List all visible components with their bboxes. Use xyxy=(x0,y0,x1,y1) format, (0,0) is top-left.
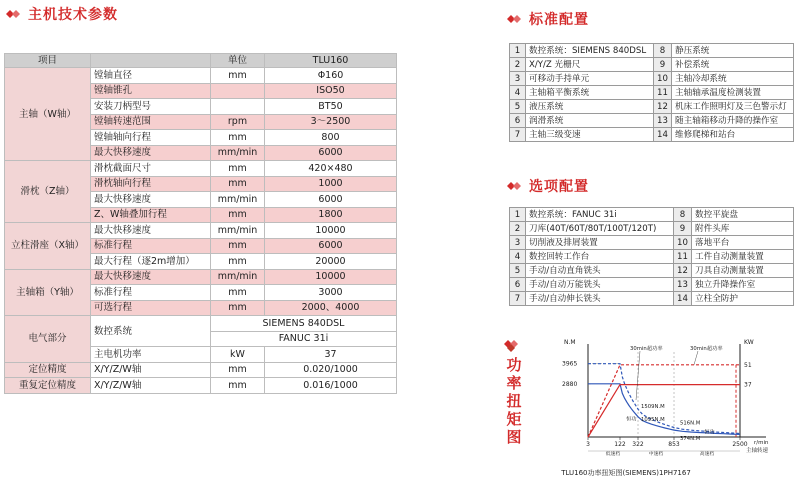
standard-title: 标准配置 xyxy=(529,12,589,28)
x-tick-label: 3 xyxy=(586,441,590,448)
config-item: 独立升降操作室 xyxy=(692,278,794,292)
spec-param-value: ISO50 xyxy=(265,83,397,99)
spec-param-value: BT50 xyxy=(265,99,397,115)
config-number: 3 xyxy=(510,72,526,86)
y-right-label: KW xyxy=(744,339,754,346)
config-number: 2 xyxy=(510,222,526,236)
config-item: 手动/自动直角铣头 xyxy=(526,264,674,278)
config-item: 主轴轴承温度检测装置 xyxy=(672,86,794,100)
spec-param-unit: mm xyxy=(211,238,265,254)
config-item: 数控系统：FANUC 31i xyxy=(526,208,674,222)
diamond-logo-icon xyxy=(503,340,523,354)
optional-config-table xyxy=(509,207,794,306)
spec-row xyxy=(5,269,397,285)
spec-param-value: 3～2500 xyxy=(265,114,397,130)
y-tick-label: 2880 xyxy=(562,380,578,388)
spec-param-name: 可选行程 xyxy=(91,300,211,316)
spec-param-unit: mm xyxy=(211,176,265,192)
config-item: 液压系统 xyxy=(526,100,654,114)
spec-param-name: 镗轴轴向行程 xyxy=(91,130,211,146)
spec-group-label: 定位精度 xyxy=(5,362,91,378)
spec-param-value: SIEMENS 840DSL xyxy=(211,316,397,332)
config-item: 刀库(40T/60T/80T/100T/120T) xyxy=(526,222,674,236)
chart-annotation: 374N.M xyxy=(680,436,701,443)
spec-param-name: 镗轴转速范围 xyxy=(91,114,211,130)
torque-power-chart xyxy=(540,332,798,482)
config-number: 5 xyxy=(510,264,526,278)
config-item: 数控回转工作台 xyxy=(526,250,674,264)
spec-param-value: 2000、4000 xyxy=(265,300,397,316)
spec-param-name: 最大快移速度 xyxy=(91,269,211,285)
config-item: 静压系统 xyxy=(672,44,794,58)
spec-param-name: 滑枕轴向行程 xyxy=(91,176,211,192)
config-number: 13 xyxy=(674,278,692,292)
config-number: 5 xyxy=(510,100,526,114)
config-row xyxy=(510,100,794,114)
spec-group-label: 重复定位精度 xyxy=(5,378,91,394)
spec-param-unit: mm xyxy=(211,300,265,316)
series-line xyxy=(588,385,740,437)
diamond-logo-icon xyxy=(505,178,525,194)
config-row xyxy=(510,236,794,250)
config-row xyxy=(510,264,794,278)
y-right-tick-label: 51 xyxy=(744,361,752,369)
spec-param-unit: rpm xyxy=(211,114,265,130)
config-number: 1 xyxy=(510,44,526,58)
x-axis-label: r/min xyxy=(754,440,769,446)
config-item: 落地平台 xyxy=(692,236,794,250)
spec-section-header xyxy=(4,4,118,24)
spec-param-name: 标准行程 xyxy=(91,238,211,254)
chart-caption: TLU160功率扭矩图(SIEMENS)1PH7167 xyxy=(561,469,691,477)
spec-param-name: 标准行程 xyxy=(91,285,211,301)
diamond-logo-icon xyxy=(505,11,525,27)
spec-param-unit: mm xyxy=(211,285,265,301)
spec-param-value: 10000 xyxy=(265,223,397,239)
optional-title: 选项配置 xyxy=(529,179,589,195)
spec-row xyxy=(5,223,397,239)
config-row xyxy=(510,208,794,222)
spec-param-unit: mm xyxy=(211,68,265,84)
chart-annotation: 30min超功率 xyxy=(630,346,663,352)
config-number: 4 xyxy=(510,250,526,264)
spec-group-label: 电气部分 xyxy=(5,316,91,363)
config-item: 数控系统：SIEMENS 840DSL xyxy=(526,44,654,58)
spec-param-name: 滑枕截面尺寸 xyxy=(91,161,211,177)
spec-param-name: 安装刀柄型号 xyxy=(91,99,211,115)
spec-param-unit: mm xyxy=(211,130,265,146)
spec-row xyxy=(5,68,397,84)
torque-side-label xyxy=(502,356,526,446)
config-item: 润滑系统 xyxy=(526,114,654,128)
spec-param-name: Z、W轴叠加行程 xyxy=(91,207,211,223)
config-number: 1 xyxy=(510,208,526,222)
config-row xyxy=(510,44,794,58)
spec-param-value: 6000 xyxy=(265,145,397,161)
config-number: 7 xyxy=(510,292,526,306)
speed-range-label: 低速档 xyxy=(605,452,621,457)
torque-label-char: 图 xyxy=(506,428,522,446)
spec-param-value: 20000 xyxy=(265,254,397,270)
spec-row xyxy=(5,316,397,332)
optional-section-header xyxy=(505,176,589,196)
spec-param-unit: mm xyxy=(211,378,265,394)
chart-annotation: 30min超功率 xyxy=(690,346,723,352)
spec-group-label: 主轴（W轴） xyxy=(5,68,91,161)
config-number: 4 xyxy=(510,86,526,100)
torque-label-char: 矩 xyxy=(506,410,522,428)
config-number: 12 xyxy=(674,264,692,278)
spec-header-row xyxy=(5,54,397,68)
y-right-tick-label: 37 xyxy=(744,381,752,389)
standard-section-header xyxy=(505,9,589,29)
spec-param-unit: mm xyxy=(211,161,265,177)
spec-param-unit: mm/min xyxy=(211,145,265,161)
config-number: 9 xyxy=(674,222,692,236)
spec-group-label: 主轴箱（Y轴） xyxy=(5,269,91,316)
spec-param-value: 0.016/1000 xyxy=(265,378,397,394)
spec-param-value: 6000 xyxy=(265,238,397,254)
config-row xyxy=(510,278,794,292)
spec-param-value: 10000 xyxy=(265,269,397,285)
config-item: 主轴冷却系统 xyxy=(672,72,794,86)
speed-range-label: 中速档 xyxy=(648,452,664,457)
config-number: 3 xyxy=(510,236,526,250)
spec-param-name: 镗轴直径 xyxy=(91,68,211,84)
config-number: 8 xyxy=(654,44,672,58)
x-tick-label: 2500 xyxy=(732,441,748,448)
config-item: 附件头库 xyxy=(692,222,794,236)
chart-annotation: 恒功 xyxy=(626,416,637,423)
spec-group-label: 滑枕（Z轴） xyxy=(5,161,91,223)
spec-param-unit: mm/min xyxy=(211,269,265,285)
header-model: TLU160 xyxy=(265,54,397,68)
annotation-leader xyxy=(694,351,698,365)
spec-title: 主机技术参数 xyxy=(28,7,118,23)
config-item: 立柱全防护 xyxy=(692,292,794,306)
chart-annotation: 1509N.M xyxy=(641,404,665,411)
torque-label-char: 率 xyxy=(506,374,522,392)
config-number: 11 xyxy=(674,250,692,264)
config-number: 11 xyxy=(654,86,672,100)
spec-row xyxy=(5,378,397,394)
spec-param-name: X/Y/Z/W轴 xyxy=(91,378,211,394)
spec-param-value: 3000 xyxy=(265,285,397,301)
spec-param-value: 6000 xyxy=(265,192,397,208)
spec-param-name: 最大快移速度 xyxy=(91,145,211,161)
config-number: 9 xyxy=(654,58,672,72)
header-unit: 单位 xyxy=(211,54,265,68)
spec-param-value: 0.020/1000 xyxy=(265,362,397,378)
spec-param-value: FANUC 31i xyxy=(211,331,397,347)
spec-param-value: 800 xyxy=(265,130,397,146)
spec-param-name: 镗轴锥孔 xyxy=(91,83,211,99)
config-number: 14 xyxy=(674,292,692,306)
config-number: 2 xyxy=(510,58,526,72)
spec-row xyxy=(5,161,397,177)
speed-range-label: 高速档 xyxy=(699,452,715,457)
y-left-label: N.M xyxy=(564,339,576,346)
spec-param-name: 数控系统 xyxy=(91,316,211,347)
spec-param-unit: mm xyxy=(211,254,265,270)
spec-param-unit: mm/min xyxy=(211,223,265,239)
config-item: 维修爬梯和站台 xyxy=(672,128,794,142)
spec-param-unit: mm xyxy=(211,362,265,378)
config-item: 手动/自动伸长铣头 xyxy=(526,292,674,306)
spec-param-unit xyxy=(211,83,265,99)
spec-param-name: 主电机功率 xyxy=(91,347,211,363)
config-number: 6 xyxy=(510,278,526,292)
spec-param-name: 最大行程（逐2m增加） xyxy=(91,254,211,270)
config-row xyxy=(510,250,794,264)
config-number: 10 xyxy=(654,72,672,86)
spec-param-value: 1800 xyxy=(265,207,397,223)
config-row xyxy=(510,72,794,86)
config-item: 刀具自动测量装置 xyxy=(692,264,794,278)
config-item: 随主轴箱移动升降的操作室 xyxy=(672,114,794,128)
config-row xyxy=(510,58,794,72)
config-number: 12 xyxy=(654,100,672,114)
config-number: 13 xyxy=(654,114,672,128)
torque-label-char: 扭 xyxy=(506,392,522,410)
x-tick-label: 122 xyxy=(614,441,626,448)
config-row xyxy=(510,222,794,236)
config-item: 工件自动测量装置 xyxy=(692,250,794,264)
spec-param-value: 37 xyxy=(265,347,397,363)
spec-param-unit xyxy=(211,99,265,115)
spec-param-unit: mm/min xyxy=(211,192,265,208)
config-item: 补偿系统 xyxy=(672,58,794,72)
config-item: 切削液及排屑装置 xyxy=(526,236,674,250)
spec-param-value: 1000 xyxy=(265,176,397,192)
config-item: 数控平旋盘 xyxy=(692,208,794,222)
x-tick-label: 853 xyxy=(668,441,680,448)
spec-param-name: X/Y/Z/W轴 xyxy=(91,362,211,378)
header-blank xyxy=(91,54,211,68)
chart-annotation: 恒功 xyxy=(704,429,715,436)
config-row xyxy=(510,86,794,100)
config-row xyxy=(510,128,794,142)
spec-param-unit: kW xyxy=(211,347,265,363)
spec-row xyxy=(5,362,397,378)
config-number: 6 xyxy=(510,114,526,128)
chart-annotation: 516N.M xyxy=(680,420,701,427)
config-item: 主轴三级变速 xyxy=(526,128,654,142)
config-row xyxy=(510,114,794,128)
header-item: 项目 xyxy=(5,54,91,68)
config-number: 14 xyxy=(654,128,672,142)
spec-param-value: 420×480 xyxy=(265,161,397,177)
config-number: 10 xyxy=(674,236,692,250)
x-axis-label: 主轴转速 xyxy=(746,448,769,454)
spec-group-label: 立柱滑座（X轴） xyxy=(5,223,91,270)
config-item: 可移动手持单元 xyxy=(526,72,654,86)
x-tick-label: 322 xyxy=(632,441,644,448)
config-item: 手动/自动万能铣头 xyxy=(526,278,674,292)
chart-annotation: 1095N.M xyxy=(641,416,665,423)
config-row xyxy=(510,292,794,306)
diamond-logo-icon xyxy=(4,6,24,22)
spec-table xyxy=(4,53,397,394)
spec-param-value: Φ160 xyxy=(265,68,397,84)
config-number: 8 xyxy=(674,208,692,222)
torque-label-char: 功 xyxy=(506,356,522,374)
spec-param-name: 最大快移速度 xyxy=(91,192,211,208)
config-item: 机床工作照明灯及三色警示灯 xyxy=(672,100,794,114)
config-item: 主轴箱平衡系统 xyxy=(526,86,654,100)
standard-config-table xyxy=(509,43,794,142)
spec-param-name: 最大快移速度 xyxy=(91,223,211,239)
spec-param-unit: mm xyxy=(211,207,265,223)
config-item: X/Y/Z 光栅尺 xyxy=(526,58,654,72)
config-number: 7 xyxy=(510,128,526,142)
y-tick-label: 3965 xyxy=(562,360,578,368)
series-line xyxy=(588,365,740,437)
